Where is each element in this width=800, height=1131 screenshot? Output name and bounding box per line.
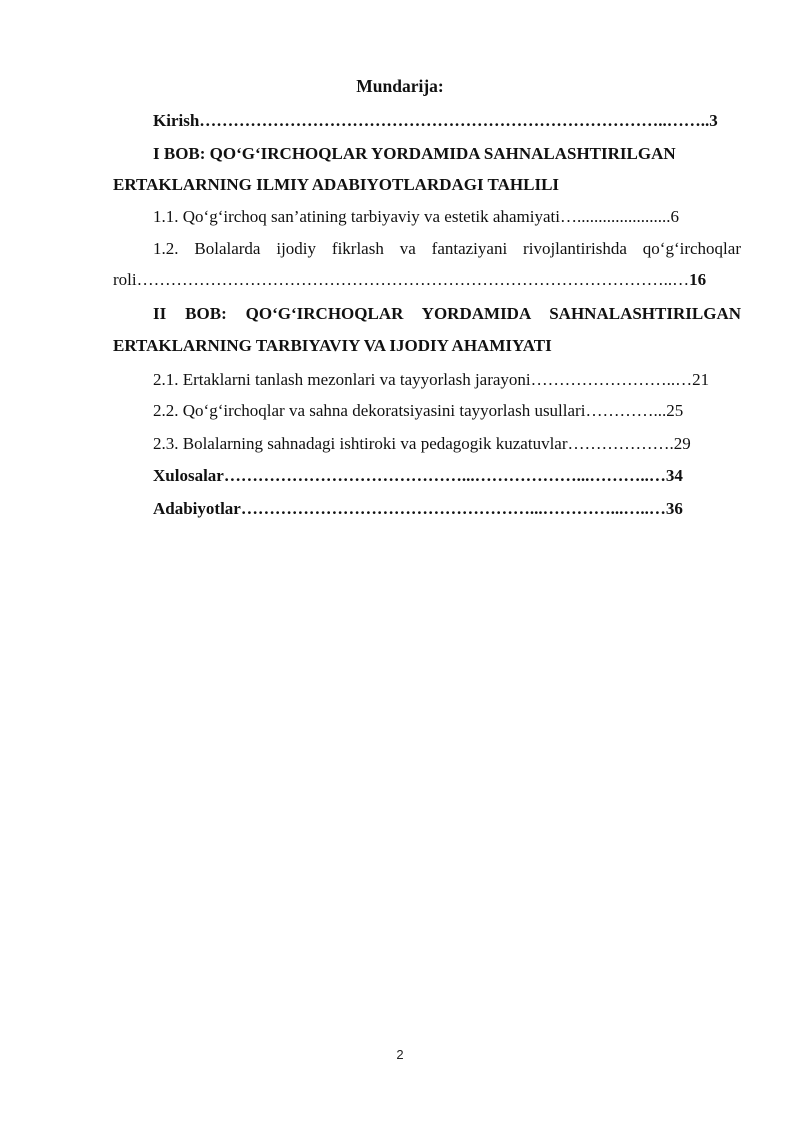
- toc-entry-2-1[interactable]: [153, 370, 741, 390]
- page-number: 2: [396, 1047, 404, 1062]
- toc-title: Mundarija:: [356, 76, 444, 96]
- toc-page-number: 29: [673, 434, 691, 453]
- toc-leader-dots: ………………………………………………………………………..……..: [199, 111, 710, 130]
- toc-chapter2-heading-line1[interactable]: II BOB: QO‘G‘IRCHOQLAR YORDAMIDA SAHNALASHTIRILGAN: [153, 304, 741, 323]
- toc-chapter1-heading-line1[interactable]: I BOB: QO‘G‘IRCHOQLAR YORDAMIDA SAHNALASHTIRILGAN: [153, 144, 676, 163]
- toc-page-number: 34: [665, 466, 683, 485]
- toc-leader-dots: …………………………………………………………………………………..…: [136, 270, 690, 289]
- toc-page-number: 25: [666, 401, 684, 420]
- toc-entry-label: Adabiyotlar: [153, 499, 241, 518]
- toc-chapter1-heading-line2[interactable]: ERTAKLARNING ILMIY ADABIYOTLARDAGI TAHLILI: [113, 175, 560, 194]
- toc-entry-label: roli: [113, 270, 137, 289]
- toc-chapter2-heading-line2[interactable]: ERTAKLARNING TARBIYAVIY VA IJODIY AHAMIYATI: [113, 336, 552, 355]
- toc-entry-label: 1.1. Qo‘g‘irchoq san’atining tarbiyaviy va estetik ahamiyati: [153, 207, 560, 226]
- toc-entry-conclusion[interactable]: [153, 466, 739, 486]
- toc-page-number: 3: [709, 111, 718, 130]
- toc-page-number: 36: [665, 499, 683, 518]
- toc-entry-label: 2.2. Qo‘g‘irchoqlar va sahna dekoratsiyasini tayyorlash usullari: [153, 401, 586, 420]
- toc-entry-label: 2.1. Ertaklarni tanlash mezonlari va tayyorlash jarayoni: [153, 370, 531, 389]
- toc-leader-dots: …………...: [585, 401, 667, 420]
- toc-entry-1-2-line2[interactable]: [113, 270, 741, 290]
- toc-leader-dots: ……………………………………………...…………...…..…: [240, 499, 666, 518]
- toc-entry-label: Kirish: [153, 111, 200, 130]
- toc-page-number: 16: [689, 270, 707, 289]
- toc-entry-2-2[interactable]: [153, 401, 741, 421]
- toc-page-number: 6: [670, 207, 679, 226]
- toc-page-number: 21: [692, 370, 710, 389]
- toc-entry-references[interactable]: [153, 499, 739, 519]
- toc-entry-label: 2.3. Bolalarning sahnadagi ishtiroki va pedagogik kuzatuvlar: [153, 434, 568, 453]
- toc-entry-intro[interactable]: [153, 111, 741, 131]
- toc-entry-label: Xulosalar: [153, 466, 224, 485]
- toc-leader-dots: ……………………………………...………………...………..…: [223, 466, 666, 485]
- toc-leader-dots: ……………………..…: [530, 370, 693, 389]
- toc-entry-1-2-line1[interactable]: 1.2. Bolalarda ijodiy fikrlash va fantaziyani rivojlantirishda qo‘g‘irchoqlar: [153, 239, 741, 258]
- toc-leader-dots: …......................: [559, 207, 671, 226]
- toc-entry-2-3[interactable]: [153, 434, 741, 454]
- toc-entry-1-1[interactable]: [153, 207, 741, 227]
- toc-leader-dots: ……………….: [567, 434, 674, 453]
